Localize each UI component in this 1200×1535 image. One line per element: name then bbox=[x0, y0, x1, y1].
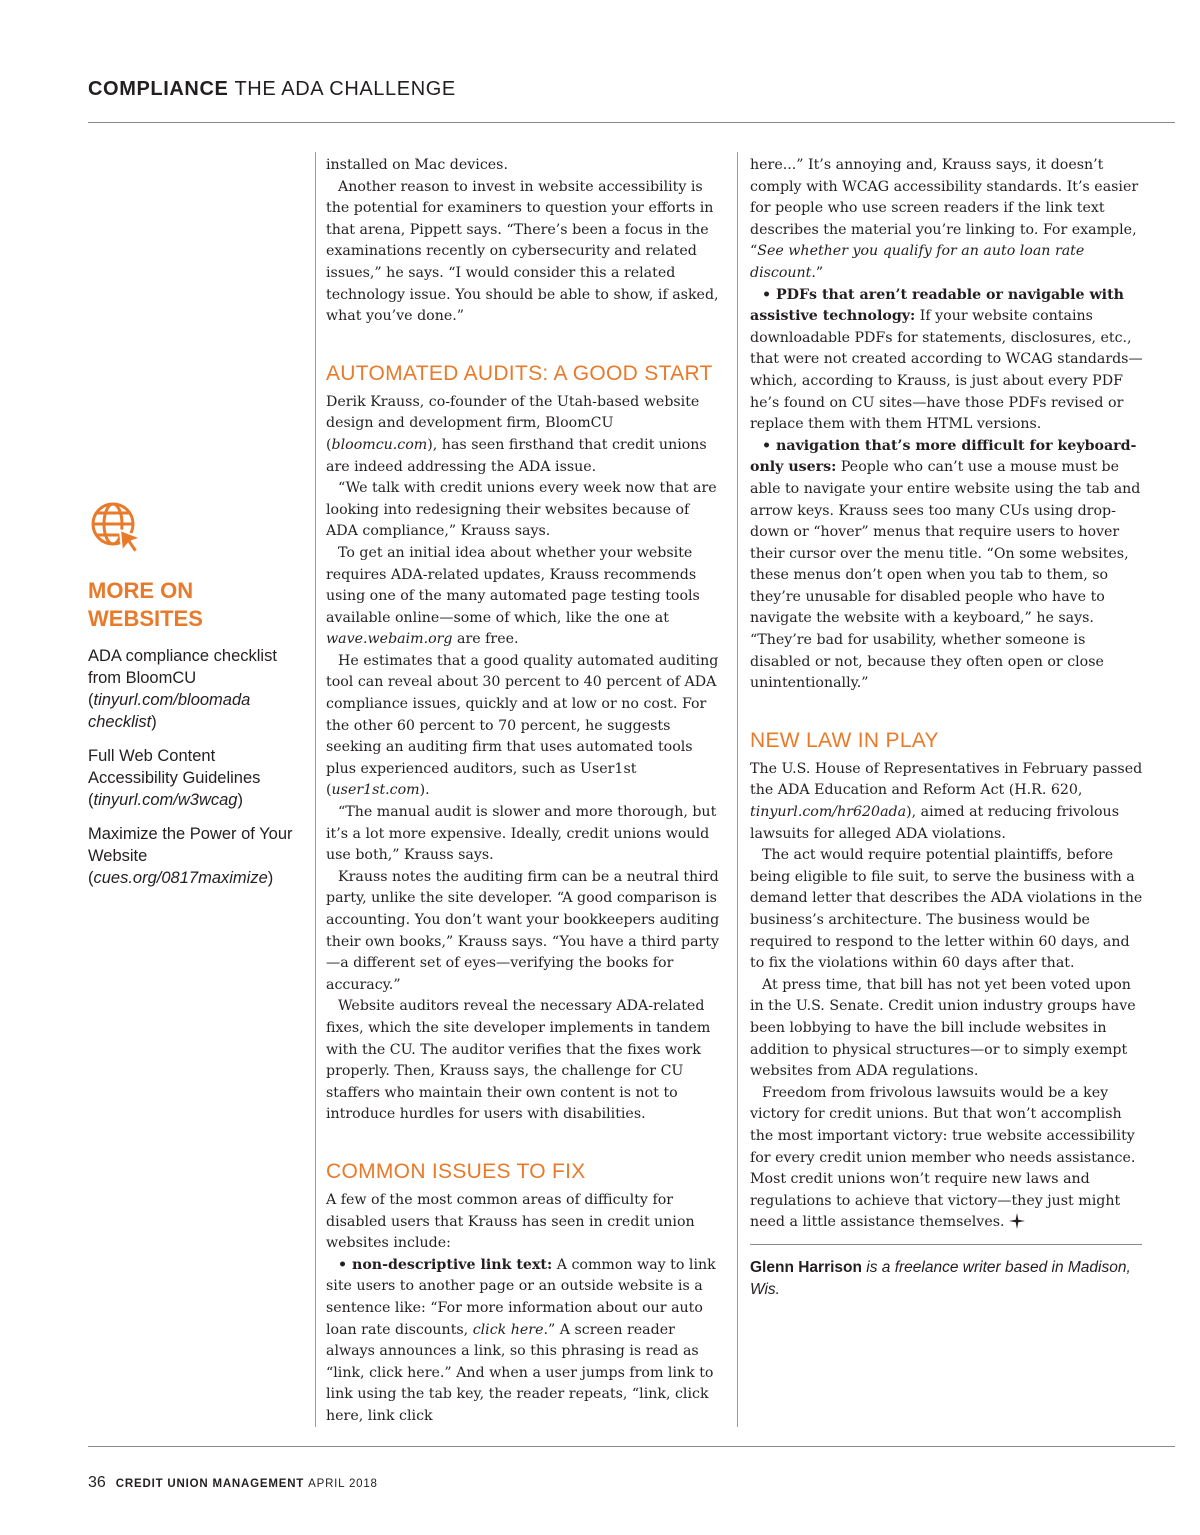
sidebar-title: MORE ON WEBSITES bbox=[88, 578, 203, 631]
paragraph: To get an initial idea about whether your website requires ADA-related updates, Krauss recommends using one of the many automated page testing tools available online—some of which, like the one at wave.webaim.org are free. bbox=[326, 544, 700, 648]
sidebar-link-checklist[interactable]: tinyurl.com/bloomada checklist bbox=[88, 691, 251, 731]
paragraph: here...” It’s annoying and, Krauss says, it doesn’t comply with WCAG accessibility standards. It’s easier for people who use screen readers if the link text describes the material you’re linking to. For example, “See whether you qualify for an auto loan rate discount.” bbox=[750, 157, 1139, 281]
sidebar-item-text: ADA compliance checklist from BloomCU bbox=[88, 647, 277, 687]
footer-rule bbox=[88, 1446, 1175, 1447]
subhead-law: NEW LAW IN PLAY bbox=[750, 728, 939, 752]
paragraph: At press time, that bill has not yet been voted upon in the U.S. Senate. Credit union industry groups have been lobbying to have the bill include websites in addition to physical structures—or to simply exempt websites from ADA regulations. bbox=[750, 976, 1136, 1080]
link-hr620[interactable]: tinyurl.com/hr620ada bbox=[750, 804, 907, 821]
author-rule bbox=[750, 1244, 1142, 1245]
magazine-name: CREDIT UNION MANAGEMENT bbox=[115, 1478, 305, 1490]
author-name: Glenn Harrison bbox=[750, 1258, 862, 1276]
paragraph: Freedom from frivolous lawsuits would be a key victory for credit unions. But that won’t accomplish the most important victory: true website accessibility for every credit union member who needs assistance. Most credit unions won’t require new laws and regulations to achieve that victory—they just might need a little assistance themselves. bbox=[750, 1084, 1136, 1231]
sidebar-item-text: Maximize the Power of Your Website bbox=[88, 825, 293, 865]
paragraph: “The manual audit is slower and more thorough, but it’s a lot more expensive. Ideally, credit unions would use both,” Krauss says. bbox=[326, 804, 717, 864]
sidebar-item-text: Full Web Content Accessibility Guidelines bbox=[88, 747, 261, 787]
sidebar-item-checklist: ADA compliance checklist from BloomCU (tinyurl.com/bloomada checklist) bbox=[88, 647, 277, 731]
paragraph: Krauss notes the auditing firm can be a neutral third party, unlike the site developer. “A good comparison is accounting. You don’t want your bookkeepers auditing their own books,” Krauss says. “You have a third party—a different set of eyes—verifying the books for accuracy.” bbox=[326, 868, 720, 993]
article-column-2 bbox=[750, 155, 1146, 1301]
column-divider bbox=[737, 152, 738, 1427]
sidebar-link-wcag[interactable]: tinyurl.com/w3wcag bbox=[93, 791, 238, 809]
subhead-issues: COMMON ISSUES TO FIX bbox=[326, 1159, 586, 1183]
author-description: is a freelance writer based in Madison, Wis. bbox=[750, 1258, 1131, 1298]
globe-cursor-icon bbox=[89, 500, 145, 556]
section-name: COMPLIANCE bbox=[88, 78, 229, 100]
paragraph: Website auditors reveal the necessary ADA-related fixes, which the site developer implements in tandem with the CU. The auditor verifies that the fixes work properly. Then, Krauss says, the challenge for CU staffers who maintain their own content is not to introduce hurdles for users with disabilities. bbox=[326, 998, 711, 1123]
end-mark-icon bbox=[1009, 1213, 1025, 1229]
section-subtitle: THE ADA CHALLENGE bbox=[234, 78, 456, 100]
link-user1st[interactable]: user1st.com bbox=[331, 782, 420, 799]
link-bloomcu[interactable]: bloomcu.com bbox=[331, 436, 428, 453]
bullet-pdfs: • PDFs that aren’t readable or navigable with assistive technology: If your website contains downloadable PDFs for statements, disclosures, etc., that were not created according to WCAG standards—which, according to Krauss, is just about every PDF he’s found on CU sites—have those PDFs revised or replace them with them HTML versions. bbox=[750, 286, 1143, 433]
paragraph: installed on Mac devices. bbox=[326, 157, 508, 173]
page-header bbox=[88, 78, 456, 101]
paragraph: He estimates that a good quality automated auditing tool can reveal about 30 percent to 40 percent of ADA compliance issues, quickly and at low or no cost. For the other 60 percent to 70 percent, he suggests seeking an auditing firm that uses automated tools plus experienced auditors, such as User1st (user1st.com). bbox=[326, 652, 719, 799]
bullet-navigation: • navigation that’s more difficult for keyboard-only users: People who can’t use a mouse must be able to navigate your entire website using the tab and arrow keys. Krauss sees too many CUs using drop-down or “hover” menus that require users to hover their cursor over the menu title. “On some websites, these menus don’t open when you tab to them, so they’re unusable for disabled people who have to navigate the website with a keyboard,” he says. “They’re bad for usability, whether someone is disabled or not, because they often open or close unintentionally.” bbox=[750, 437, 1141, 692]
sidebar-item-wcag: Full Web Content Accessibility Guidelines (tinyurl.com/w3wcag) bbox=[88, 747, 261, 809]
paragraph: “We talk with credit unions every week now that are looking into redesigning their websites because of ADA compliance,” Krauss says. bbox=[326, 480, 717, 540]
paragraph: Another reason to invest in website accessibility is the potential for examiners to question your efforts in that arena, Pippett says. “There’s been a focus in the examinations recently on cybersecurity and related issues,” he says. “I would consider this a related technology issue. You should be able to show, if asked, what you’ve done.” bbox=[326, 178, 719, 325]
paragraph: Derik Krauss, co-founder of the Utah-based website design and development firm, BloomCU (bloomcu.com), has seen firsthand that credit unions are indeed addressing the ADA issue. bbox=[326, 393, 707, 475]
paragraph: The act would require potential plaintiffs, before being eligible to file suit, to serve the business with a demand letter that describes the ADA violations in the business’s architecture. The business would be required to respond to the letter within 60 days, and to fix the violations within 60 days after that. bbox=[750, 847, 1143, 972]
author-bio bbox=[750, 1257, 1146, 1301]
page-number: 36 bbox=[88, 1474, 106, 1491]
link-wave[interactable]: wave.webaim.org bbox=[326, 631, 453, 648]
paragraph: A few of the most common areas of difficulty for disabled users that Krauss has seen in credit union websites include: bbox=[326, 1191, 695, 1252]
article-column-1 bbox=[326, 155, 722, 1427]
page-footer bbox=[88, 1474, 378, 1492]
bullet-link-text: • non-descriptive link text: A common way to link site users to another page or an outside website is a sentence like: “For more information about our auto loan rate discounts, click here.” A screen reader always announces a link, so this phrasing is read as “link, click here.” And when a user jumps from link to link using the tab key, the reader repeats, “link, click here, link click bbox=[326, 1256, 716, 1424]
sidebar-link-maximize[interactable]: cues.org/0817maximize bbox=[93, 869, 268, 887]
sidebar bbox=[88, 500, 306, 889]
paragraph: The U.S. House of Representatives in February passed the ADA Education and Reform Act (H.R. 620, tinyurl.com/hr620ada), aimed at reducing frivolous lawsuits for alleged ADA violations. bbox=[750, 760, 1143, 842]
header-rule bbox=[88, 122, 1175, 123]
issue-date: APRIL 2018 bbox=[308, 1478, 378, 1490]
column-divider bbox=[315, 152, 316, 1427]
subhead-audits: AUTOMATED AUDITS: A GOOD START bbox=[326, 361, 713, 385]
sidebar-item-maximize: Maximize the Power of Your Website (cues.org/0817maximize) bbox=[88, 825, 293, 887]
